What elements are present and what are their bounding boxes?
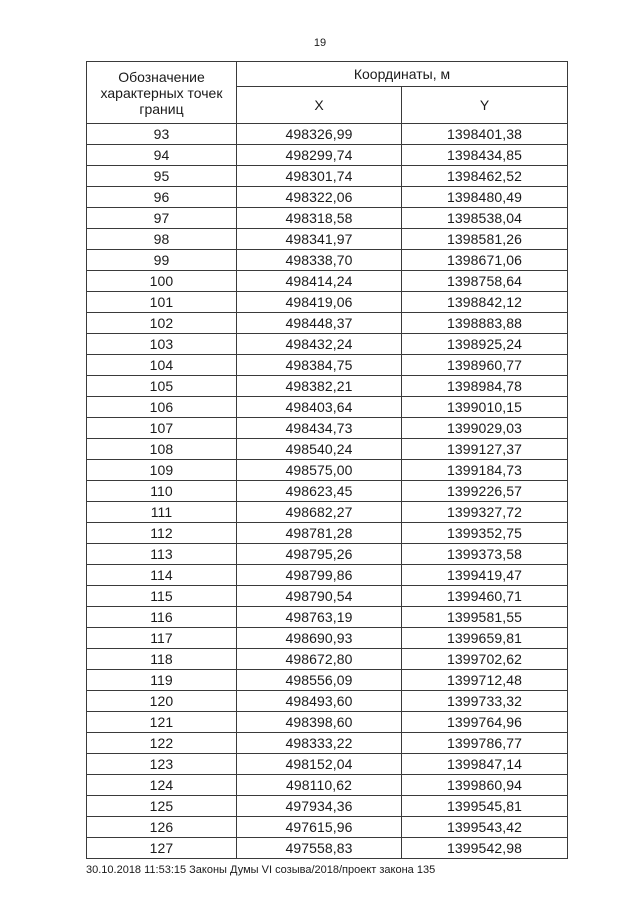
point-cell: 107 bbox=[87, 418, 237, 439]
table-row bbox=[87, 166, 568, 187]
table-row bbox=[87, 439, 568, 460]
x-coordinate-cell: 497558,83 bbox=[237, 838, 402, 859]
table-row bbox=[87, 502, 568, 523]
table-row bbox=[87, 460, 568, 481]
point-cell: 101 bbox=[87, 292, 237, 313]
table-row bbox=[87, 649, 568, 670]
x-coordinate-cell: 498448,37 bbox=[237, 313, 402, 334]
x-coordinate-cell: 498403,64 bbox=[237, 397, 402, 418]
table-row bbox=[87, 817, 568, 838]
y-coordinate-cell: 1399712,48 bbox=[402, 670, 568, 691]
y-coordinate-cell: 1399029,03 bbox=[402, 418, 568, 439]
y-coordinate-cell: 1399860,94 bbox=[402, 775, 568, 796]
point-cell: 120 bbox=[87, 691, 237, 712]
x-coordinate-cell: 498398,60 bbox=[237, 712, 402, 733]
y-coordinate-cell: 1398984,78 bbox=[402, 376, 568, 397]
x-coordinate-cell: 498110,62 bbox=[237, 775, 402, 796]
y-coordinate-cell: 1399543,42 bbox=[402, 817, 568, 838]
point-column-header: Обозначение характерных точек границ bbox=[87, 62, 237, 124]
y-coordinate-cell: 1399226,57 bbox=[402, 481, 568, 502]
table-row bbox=[87, 712, 568, 733]
y-coordinate-cell: 1398538,04 bbox=[402, 208, 568, 229]
x-coordinate-cell: 498338,70 bbox=[237, 250, 402, 271]
x-coordinate-cell: 498419,06 bbox=[237, 292, 402, 313]
x-coordinate-cell: 498672,80 bbox=[237, 649, 402, 670]
y-coordinate-cell: 1399847,14 bbox=[402, 754, 568, 775]
y-column-header: Y bbox=[402, 87, 568, 124]
x-coordinate-cell: 497615,96 bbox=[237, 817, 402, 838]
point-cell: 96 bbox=[87, 187, 237, 208]
table-row bbox=[87, 145, 568, 166]
point-cell: 98 bbox=[87, 229, 237, 250]
x-coordinate-cell: 498326,99 bbox=[237, 124, 402, 145]
point-cell: 113 bbox=[87, 544, 237, 565]
page-number: 19 bbox=[313, 37, 327, 49]
table-row bbox=[87, 229, 568, 250]
y-coordinate-cell: 1399764,96 bbox=[402, 712, 568, 733]
point-cell: 94 bbox=[87, 145, 237, 166]
x-coordinate-cell: 498322,06 bbox=[237, 187, 402, 208]
point-cell: 123 bbox=[87, 754, 237, 775]
point-cell: 116 bbox=[87, 607, 237, 628]
x-coordinate-cell: 498795,26 bbox=[237, 544, 402, 565]
table-row bbox=[87, 397, 568, 418]
point-cell: 93 bbox=[87, 124, 237, 145]
point-cell: 115 bbox=[87, 586, 237, 607]
table-row bbox=[87, 334, 568, 355]
table-row bbox=[87, 775, 568, 796]
y-coordinate-cell: 1399786,77 bbox=[402, 733, 568, 754]
x-coordinate-cell: 498493,60 bbox=[237, 691, 402, 712]
table-row bbox=[87, 670, 568, 691]
point-cell: 105 bbox=[87, 376, 237, 397]
table-row bbox=[87, 292, 568, 313]
point-cell: 110 bbox=[87, 481, 237, 502]
y-coordinate-cell: 1399419,47 bbox=[402, 565, 568, 586]
document-footer: 30.10.2018 11:53:15 Законы Думы VI созыва/2018/проект закона 135 bbox=[86, 864, 436, 876]
table-row bbox=[87, 355, 568, 376]
y-coordinate-cell: 1399702,62 bbox=[402, 649, 568, 670]
table-row bbox=[87, 313, 568, 334]
point-cell: 112 bbox=[87, 523, 237, 544]
x-coordinate-cell: 498575,00 bbox=[237, 460, 402, 481]
x-coordinate-cell: 498790,54 bbox=[237, 586, 402, 607]
table-row bbox=[87, 691, 568, 712]
y-coordinate-cell: 1398671,06 bbox=[402, 250, 568, 271]
x-coordinate-cell: 498763,19 bbox=[237, 607, 402, 628]
table-row bbox=[87, 250, 568, 271]
point-cell: 121 bbox=[87, 712, 237, 733]
y-coordinate-cell: 1399373,58 bbox=[402, 544, 568, 565]
table-row bbox=[87, 544, 568, 565]
point-cell: 119 bbox=[87, 670, 237, 691]
y-coordinate-cell: 1399545,81 bbox=[402, 796, 568, 817]
y-coordinate-cell: 1398758,64 bbox=[402, 271, 568, 292]
table-row bbox=[87, 607, 568, 628]
y-coordinate-cell: 1398960,77 bbox=[402, 355, 568, 376]
table-row bbox=[87, 733, 568, 754]
point-cell: 126 bbox=[87, 817, 237, 838]
table-row bbox=[87, 796, 568, 817]
point-cell: 108 bbox=[87, 439, 237, 460]
x-column-header: X bbox=[237, 87, 402, 124]
y-coordinate-cell: 1399733,32 bbox=[402, 691, 568, 712]
y-coordinate-cell: 1399352,75 bbox=[402, 523, 568, 544]
x-coordinate-cell: 498623,45 bbox=[237, 481, 402, 502]
table-row bbox=[87, 838, 568, 859]
point-cell: 122 bbox=[87, 733, 237, 754]
point-cell: 97 bbox=[87, 208, 237, 229]
y-coordinate-cell: 1399460,71 bbox=[402, 586, 568, 607]
x-coordinate-cell: 498299,74 bbox=[237, 145, 402, 166]
table-row bbox=[87, 124, 568, 145]
y-coordinate-cell: 1398581,26 bbox=[402, 229, 568, 250]
point-cell: 95 bbox=[87, 166, 237, 187]
point-cell: 127 bbox=[87, 838, 237, 859]
table-row bbox=[87, 754, 568, 775]
y-coordinate-cell: 1398480,49 bbox=[402, 187, 568, 208]
table-row bbox=[87, 586, 568, 607]
point-cell: 118 bbox=[87, 649, 237, 670]
x-coordinate-cell: 498781,28 bbox=[237, 523, 402, 544]
point-cell: 114 bbox=[87, 565, 237, 586]
table-row bbox=[87, 271, 568, 292]
y-coordinate-cell: 1399184,73 bbox=[402, 460, 568, 481]
y-coordinate-cell: 1398925,24 bbox=[402, 334, 568, 355]
y-coordinate-cell: 1398842,12 bbox=[402, 292, 568, 313]
point-cell: 125 bbox=[87, 796, 237, 817]
x-coordinate-cell: 498333,22 bbox=[237, 733, 402, 754]
y-coordinate-cell: 1398462,52 bbox=[402, 166, 568, 187]
point-cell: 111 bbox=[87, 502, 237, 523]
table-row bbox=[87, 208, 568, 229]
table-header bbox=[87, 62, 568, 124]
table-row bbox=[87, 418, 568, 439]
x-coordinate-cell: 498318,58 bbox=[237, 208, 402, 229]
point-cell: 102 bbox=[87, 313, 237, 334]
x-coordinate-cell: 498434,73 bbox=[237, 418, 402, 439]
table-row bbox=[87, 376, 568, 397]
x-coordinate-cell: 498384,75 bbox=[237, 355, 402, 376]
x-coordinate-cell: 498341,97 bbox=[237, 229, 402, 250]
y-coordinate-cell: 1399010,15 bbox=[402, 397, 568, 418]
point-cell: 99 bbox=[87, 250, 237, 271]
table-body bbox=[87, 124, 568, 859]
y-coordinate-cell: 1398883,88 bbox=[402, 313, 568, 334]
y-coordinate-cell: 1399581,55 bbox=[402, 607, 568, 628]
point-cell: 106 bbox=[87, 397, 237, 418]
y-coordinate-cell: 1399659,81 bbox=[402, 628, 568, 649]
point-cell: 124 bbox=[87, 775, 237, 796]
table-row bbox=[87, 565, 568, 586]
y-coordinate-cell: 1399542,98 bbox=[402, 838, 568, 859]
x-coordinate-cell: 498414,24 bbox=[237, 271, 402, 292]
table-row bbox=[87, 481, 568, 502]
table-row bbox=[87, 523, 568, 544]
point-cell: 100 bbox=[87, 271, 237, 292]
table-header-row bbox=[87, 62, 568, 87]
coordinates-column-header: Координаты, м bbox=[237, 62, 568, 87]
x-coordinate-cell: 497934,36 bbox=[237, 796, 402, 817]
y-coordinate-cell: 1398401,38 bbox=[402, 124, 568, 145]
table-row bbox=[87, 187, 568, 208]
x-coordinate-cell: 498432,24 bbox=[237, 334, 402, 355]
point-cell: 104 bbox=[87, 355, 237, 376]
x-coordinate-cell: 498301,74 bbox=[237, 166, 402, 187]
point-cell: 103 bbox=[87, 334, 237, 355]
x-coordinate-cell: 498556,09 bbox=[237, 670, 402, 691]
y-coordinate-cell: 1398434,85 bbox=[402, 145, 568, 166]
y-coordinate-cell: 1399327,72 bbox=[402, 502, 568, 523]
x-coordinate-cell: 498152,04 bbox=[237, 754, 402, 775]
x-coordinate-cell: 498690,93 bbox=[237, 628, 402, 649]
point-cell: 109 bbox=[87, 460, 237, 481]
x-coordinate-cell: 498799,86 bbox=[237, 565, 402, 586]
x-coordinate-cell: 498540,24 bbox=[237, 439, 402, 460]
coordinates-table bbox=[86, 61, 568, 859]
x-coordinate-cell: 498682,27 bbox=[237, 502, 402, 523]
x-coordinate-cell: 498382,21 bbox=[237, 376, 402, 397]
table-row bbox=[87, 628, 568, 649]
point-cell: 117 bbox=[87, 628, 237, 649]
y-coordinate-cell: 1399127,37 bbox=[402, 439, 568, 460]
